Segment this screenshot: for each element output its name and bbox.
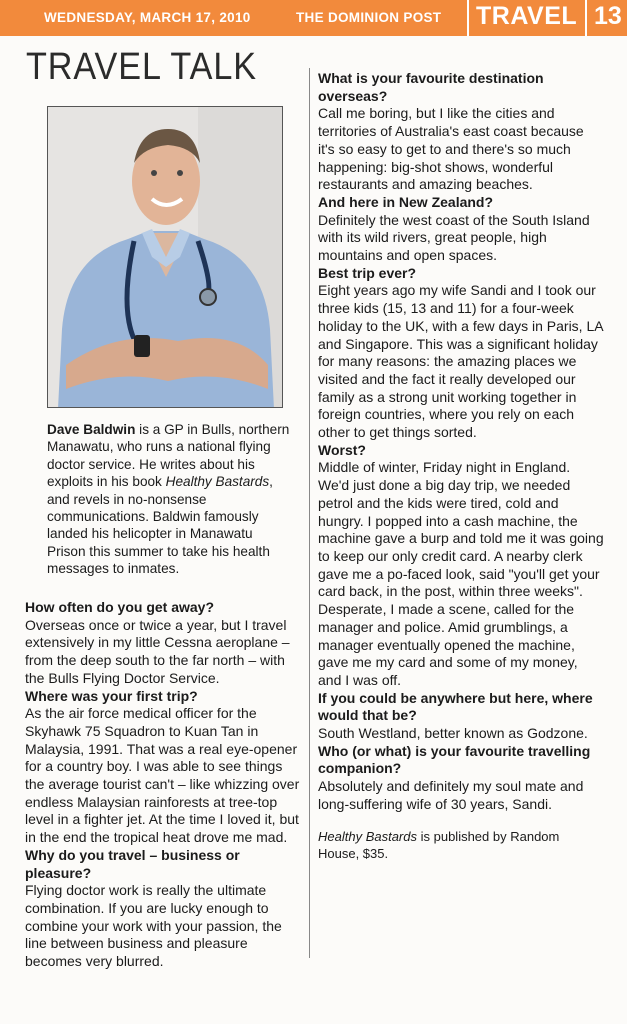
page-number: 13 <box>594 2 622 30</box>
credit-text: is published by Random House, $35. <box>318 828 560 861</box>
question: If you could be anywhere but here, where would that be? <box>318 689 593 724</box>
question: Best trip ever? <box>318 264 417 281</box>
header-divider <box>467 0 469 36</box>
answer: Call me boring, but I like the cities and territories of Australia's east coast because it's so easy to get to and there's so much happening: big-shot shows, wonderful restaurants and amazing beaches. <box>318 105 584 193</box>
question: How often do you get away? <box>25 599 215 615</box>
answer: Definitely the west coast of the South Island with its wild rivers, great people, high mountains and open spaces. <box>318 211 590 264</box>
book-title: Healthy Bastards <box>165 474 270 490</box>
page-header-bar <box>0 0 627 36</box>
answer: Flying doctor work is really the ultimate combination. If you are lucky enough to combine your work with your passion, the line between business and pleasure becomes very blurred. <box>25 882 282 970</box>
answer: Eight years ago my wife Sandi and I took our three kids (15, 13 and 11) for a four-week holiday to the UK, with a few days in Paris, LA and Singapore. This was a significant holiday for many reasons: the amazing places we visited and the fact it really developed our family as a strong unit working together in foreign countries, where you rely on each other to get things sorted. <box>318 282 603 441</box>
issue-date: WEDNESDAY, MARCH 17, 2010 <box>44 10 251 25</box>
column-divider <box>309 68 310 958</box>
answer: South Westland, better known as Godzone. <box>318 725 588 742</box>
question: Why do you travel – business or pleasure? <box>25 846 240 881</box>
interview-column-left <box>25 599 301 971</box>
header-divider <box>585 0 587 36</box>
bio-text: , and revels in no-nonsense communications. Baldwin famously landed his helicopter in Manawatu Prison this summer to take his health messages to inmates. <box>47 474 273 577</box>
column-masthead: TRAVEL TALK <box>26 46 258 88</box>
question: What is your favourite destination overseas? <box>318 70 544 104</box>
question: And here in New Zealand? <box>318 193 494 210</box>
answer: Overseas once or twice a year, but I travel extensively in my little Cessna aeroplane – from the deep south to the far north – with the Bulls Flying Doctor Service. <box>25 616 290 686</box>
question: Worst? <box>318 441 366 458</box>
bio-text: is a GP in Bulls, northern Manawatu, who runs a national flying doctor service. He writes about his exploits in his book <box>47 422 290 490</box>
book-title: Healthy Bastards <box>318 828 417 844</box>
section-name: TRAVEL <box>476 2 578 30</box>
portrait-photo <box>47 106 283 408</box>
doctor-portrait-image <box>48 107 283 408</box>
author-name: Dave Baldwin <box>47 422 136 437</box>
interview-column-right <box>318 70 604 875</box>
question: Who (or what) is your favourite travelling companion? <box>318 742 591 777</box>
newspaper-name: THE DOMINION POST <box>296 10 442 25</box>
book-credit <box>318 828 604 862</box>
question: Where was your first trip? <box>25 687 198 704</box>
answer: Middle of winter, Friday night in England. We'd just done a big day trip, we needed petrol and the kids were tired, cold and hungry. I popped into a cash machine, the machine gave a burp and told me it was going to keep our only credit card. A nearby clerk gave me a po-faced look, said "you'll get your card back, in the post, within three weeks". Desperate, I made a scene, called for the manager and police. Amid grumblings, a manager eventually opened the machine, gave me my card and some of my money, and I was off. <box>318 459 604 688</box>
answer: As the air force medical officer for the Skyhawk 75 Squadron to Kuan Tan in Malaysia, 1991. That was a real eye-opener for a country boy. I was able to see things the average tourist can't – like whizzing over endless Malaysian rainforests at tree-top level in a fighter jet. At the time I loved it, but in the end the tropical heat drove me mad. <box>25 705 300 846</box>
answer: Absolutely and definitely my soul mate and long-suffering wife of 30 years, Sandi. <box>318 778 584 812</box>
author-bio <box>47 421 291 578</box>
